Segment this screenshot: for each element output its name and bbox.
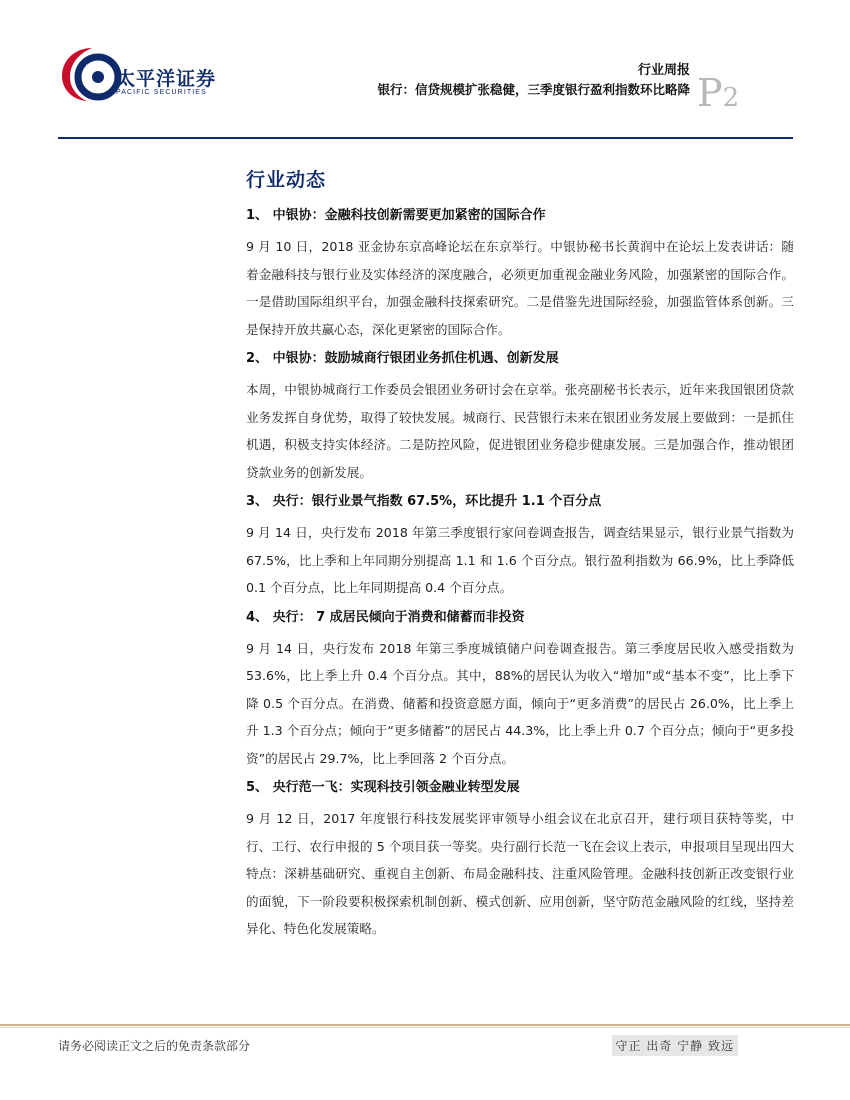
news-heading: 4、 央行： 7 成居民倾向于消费和储蓄而非投资 [246, 609, 525, 625]
news-body: 9 月 14 日，央行发布 2018 年第三季度银行家问卷调查报告，调查结果显示，银行业景气指数为 67.5%，比上季和上年同期分别提高 1.1 和 1.6 个百分点。银行盈利指数为 66.9%，比上季降低 0.1 个百分点，比上年同期提高 0.4 个百分点。 [246, 525, 794, 595]
news-item-2 [246, 349, 794, 486]
news-heading: 3、 央行：银行业景气指数 67.5%，环比提升 1.1 个百分点 [246, 494, 602, 509]
news-body: 本周，中银协城商行工作委员会银团业务研讨会在京举。张亮副秘书长表示，近年来我国银团贷款业务发挥自身优势，取得了较快发展。城商行、民营银行未来在银团业务发展上要做到：一是抓住机遇，积极支持实体经济。二是防控风险，促进银团业务稳步健康发展。三是加强合作，推动银团贷款业务的创新发展。 [246, 382, 794, 480]
section-title: 行业动态 [246, 169, 327, 191]
footer-divider-thin [0, 1027, 850, 1028]
report-type: 行业周报 [637, 63, 690, 78]
news-body: 9 月 14 日，央行发布 2018 年第三季度城镇储户问卷调查报告。第三季度居民收入感受指数为 53.6%，比上季上升 0.4 个百分点。其中，88%的居民认为收入“增加”或“基本不变”，比上季下降 0.5 个百分点。在消费、储蓄和投资意愿方面，倾向于“更多消费”的居民占 26.0%，比上季上升 1.3 个百分点；倾向于“更多储蓄”的居民占 44.3%，比上季上升 0.7 个百分点；倾向于“更多投资”的居民占 29.7%，比上季回落 2 个百分点。 [246, 640, 794, 766]
brand-name-en: PACIFIC SECURITIES [116, 89, 207, 96]
main-content [246, 165, 794, 949]
company-motto: 守正 出奇 宁静 致远 [612, 1035, 738, 1056]
news-body: 9 月 10 日，2018 亚金协东京高峰论坛在东京举行。中银协秘书长黄润中在论坛上发表讲话：随着金融科技与银行业及实体经济的深度融合，必须更加重视金融业务风险，加强紧密的国际合作。一是借助国际组织平台，加强金融科技探索研究。二是借鉴先进国际经验，加强监管体系创新。三是保持开放共赢心态，深化更紧密的国际合作。 [246, 239, 794, 337]
news-item-4 [246, 608, 794, 773]
news-heading: 5、 央行范一飞：实现科技引领金融业转型发展 [246, 780, 520, 795]
news-body: 9 月 12 日，2017 年度银行科技发展奖评审领导小组会议在北京召开，建行项目获特等奖，中行、工行、农行申报的 5 个项目获一等奖。央行副行长范一飞在会议上表示，申报项目呈现出四大特点：深耕基础研究、重视自主创新、布局金融科技、注重风险管理。金融科技创新正改变银行业的面貌，下一阶段要积极探索机制创新、模式创新、应用创新，坚守防范金融风险的红线，坚持差异化、特色化发展策略。 [246, 811, 794, 936]
news-heading: 1、 中银协：金融科技创新需要更加紧密的国际合作 [246, 208, 546, 223]
report-title: 银行：信贷规模扩张稳健，三季度银行盈利指数环比略降 [377, 82, 690, 97]
header-divider [58, 137, 793, 139]
page-digit: 2 [722, 83, 740, 113]
page-letter: P [697, 71, 723, 115]
news-item-1 [246, 206, 794, 343]
disclaimer-notice: 请务必阅读正文之后的免责条款部分 [58, 1039, 251, 1053]
footer-divider [0, 1024, 850, 1026]
page-number [697, 71, 740, 115]
brand-name-cn: 太平洋证券 [116, 68, 217, 90]
news-item-3 [246, 492, 794, 602]
news-item-5 [246, 778, 794, 943]
news-heading: 2、 中银协：鼓励城商行银团业务抓住机遇、创新发展 [246, 351, 559, 366]
